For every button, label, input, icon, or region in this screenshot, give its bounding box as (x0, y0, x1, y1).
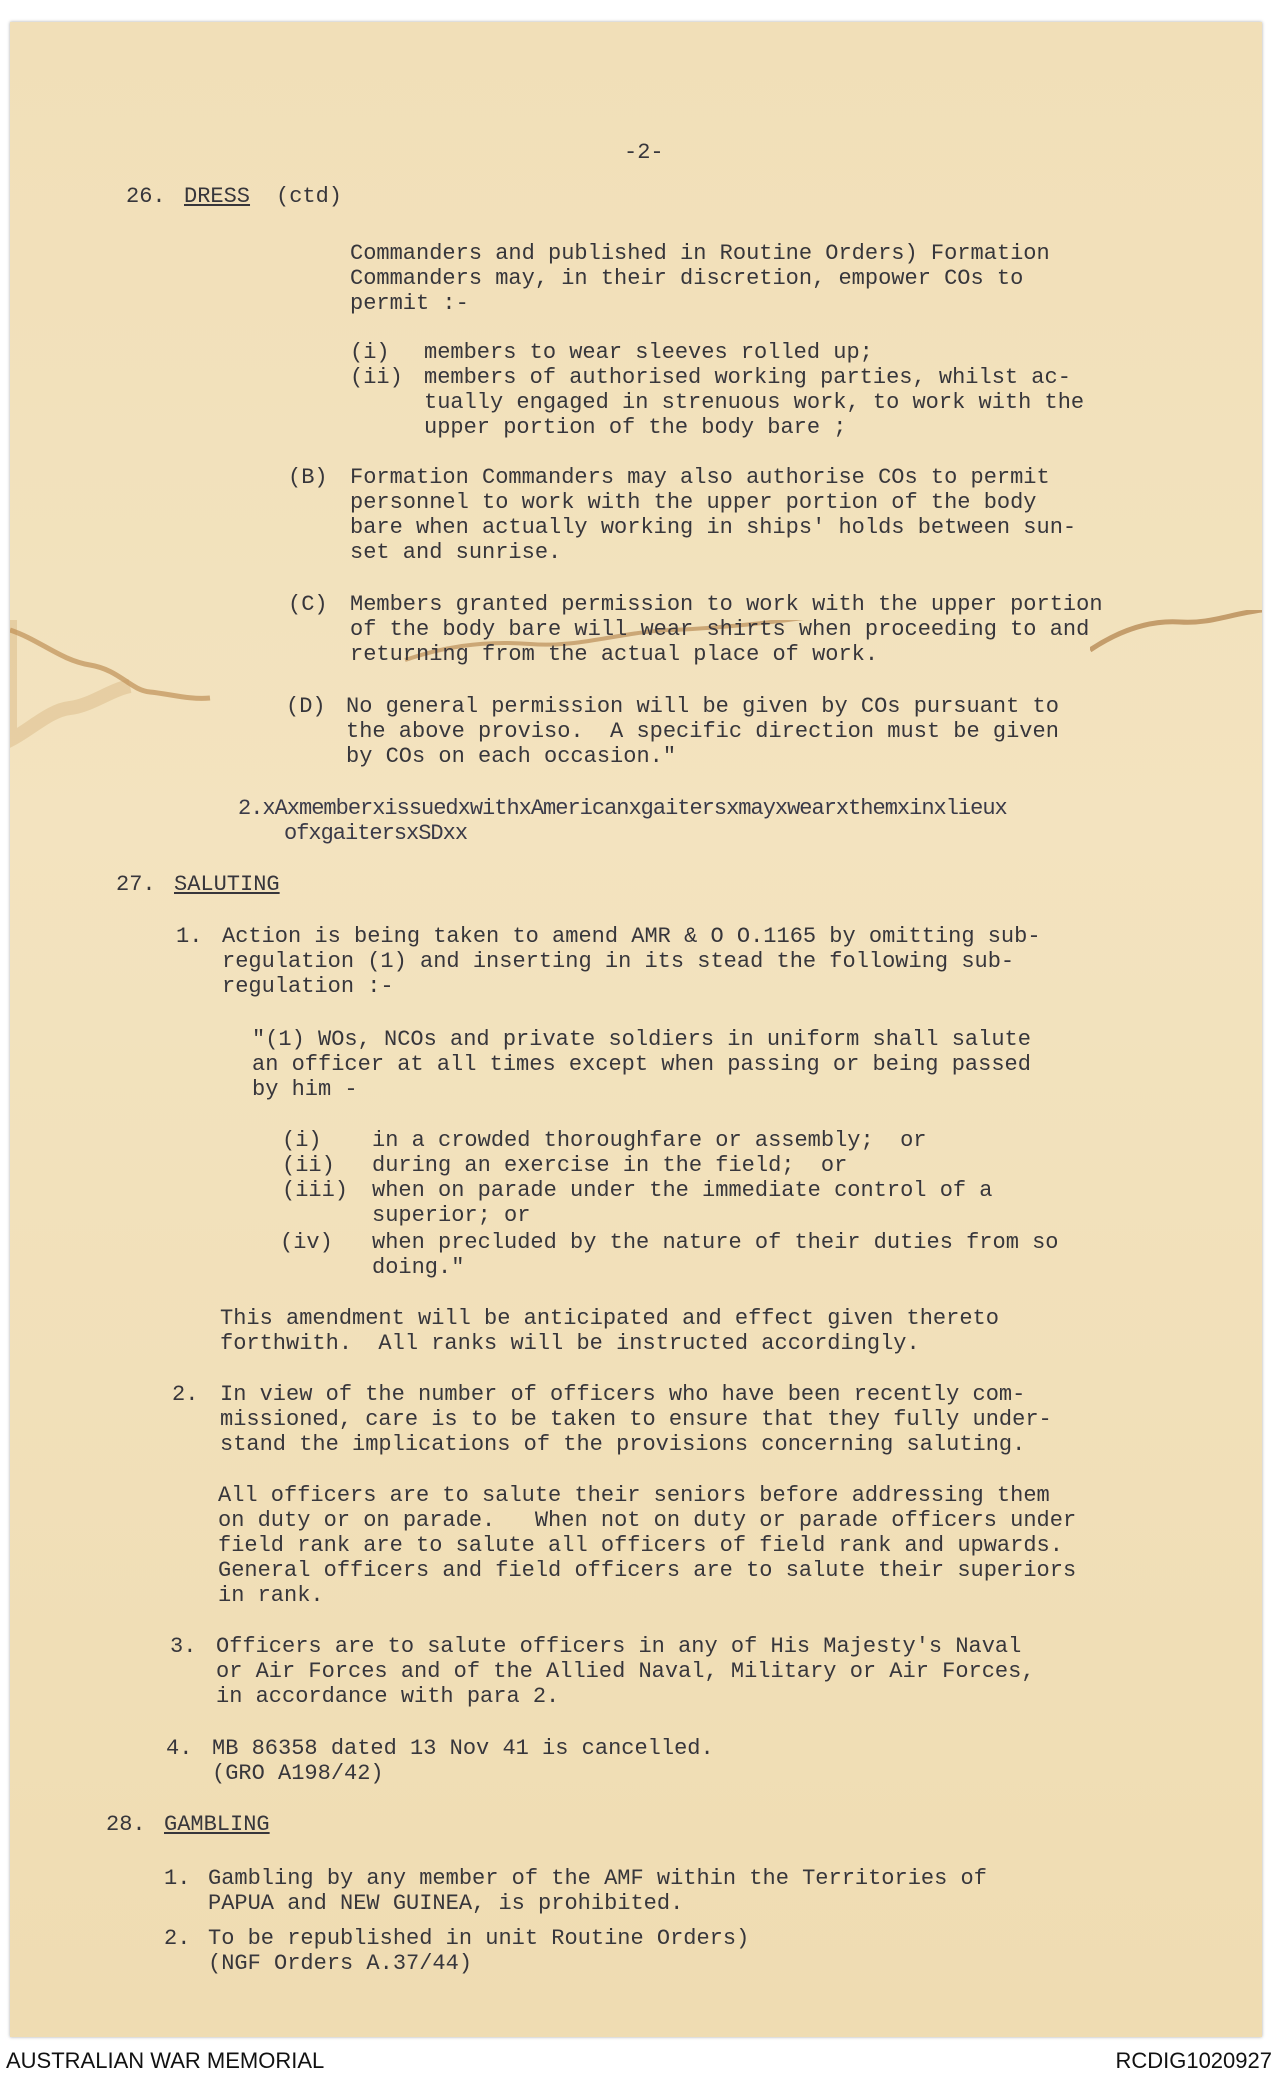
burn-edge-right (1090, 610, 1262, 690)
sec27-title: SALUTING (174, 872, 280, 897)
sec26-para-text: returning from the actual place of work. (350, 642, 879, 667)
sec26-para-text: bare when actually working in ships' holds between sun- (350, 515, 1077, 540)
sec27-p3-text: Officers are to salute officers in any of His Majesty's Naval (216, 1634, 1022, 1659)
struck-through-line: ofxgaitersxSDxx (284, 821, 468, 846)
sec28-title: GAMBLING (164, 1812, 270, 1837)
sec27-number: 27. (116, 872, 156, 897)
sec26-para-text: set and sunrise. (350, 540, 562, 565)
sec28-p1-text: PAPUA and NEW GUINEA, is prohibited. (208, 1891, 684, 1916)
sec27-p2-number: 2. (172, 1382, 199, 1407)
sec27-p2-text: stand the implications of the provisions concerning saluting. (220, 1432, 1026, 1457)
struck-through-line: 2.xAxmemberxissuedxwithxAmericanxgaitersxmayxwearxthemxinxlieux (238, 796, 1007, 821)
sec26-number: 26. (126, 184, 166, 209)
sec27-item-text: superior; or (372, 1203, 531, 1228)
sec26-para-number: (C) (288, 592, 328, 617)
footer-id: RCDIG1020927 (1115, 2048, 1272, 2073)
sec27-p2b-text: on duty or on parade. When not on duty or parade officers under (218, 1508, 1077, 1533)
sec27-p3-text: in accordance with para 2. (216, 1684, 560, 1709)
sec26-item-number: (i) (350, 340, 390, 365)
sec27-p4-text: MB 86358 dated 13 Nov 41 is cancelled. (212, 1736, 714, 1761)
sec26-item-text: upper portion of the body bare ; (424, 415, 847, 440)
page-number: -2- (624, 140, 664, 165)
sec27-quote: by him - (252, 1077, 358, 1102)
sec26-para-text: personnel to work with the upper portion of the body (350, 490, 1037, 515)
sec26-item-text: tually engaged in strenuous work, to work with the (424, 390, 1085, 415)
sec26-para-number: (B) (288, 465, 328, 490)
sec26-para-text: Members granted permission to work with the upper portion (350, 592, 1103, 617)
sec26-para-text: Formation Commanders may also authorise COs to permit (350, 465, 1050, 490)
sec27-item-number: (ii) (282, 1153, 335, 1178)
sec26-para-text: No general permission will be given by COs pursuant to (346, 694, 1059, 719)
sec27-p1-end: forthwith. All ranks will be instructed accordingly. (220, 1331, 920, 1356)
sec27-p2b-text: General officers and field officers are to salute their superiors (218, 1558, 1077, 1583)
sec27-item-number: (iii) (282, 1178, 349, 1203)
sec28-p1-text: Gambling by any member of the AMF within the Territories of (208, 1866, 987, 1891)
sec26-para-text: the above proviso. A specific direction must be given (346, 719, 1059, 744)
sec26-para-text: of the body bare will wear shirts when proceeding to and (350, 617, 1090, 642)
sec27-p4-number: 4. (166, 1736, 193, 1761)
sec26-para-number: (D) (286, 694, 326, 719)
sec27-item-number: (i) (282, 1128, 322, 1153)
sec26-suffix: (ctd) (276, 184, 343, 209)
sec27-item-text: during an exercise in the field; or (372, 1153, 848, 1178)
sec26-intro-line: permit :- (350, 291, 469, 316)
sec27-p2-text: In view of the number of officers who have been recently com- (220, 1382, 1026, 1407)
footer-source: AUSTRALIAN WAR MEMORIAL (6, 2048, 325, 2073)
sec27-p1-end: This amendment will be anticipated and effect given thereto (220, 1306, 999, 1331)
sec27-p1-text: Action is being taken to amend AMR & O O.1165 by omitting sub- (222, 924, 1041, 949)
sec27-p1-number: 1. (176, 924, 203, 949)
sec27-quote: an officer at all times except when passing or being passed (252, 1052, 1031, 1077)
sec28-p2-text: (NGF Orders A.37/44) (208, 1951, 473, 1976)
sec28-p2-number: 2. (164, 1926, 191, 1951)
sec26-para-text: by COs on each occasion." (346, 744, 677, 769)
sec27-p2b-text: in rank. (218, 1583, 324, 1608)
sec27-p2-text: missioned, care is to be taken to ensure that they fully under- (220, 1407, 1052, 1432)
sec27-p1-text: regulation :- (222, 974, 394, 999)
sec27-quote: "(1) WOs, NCOs and private soldiers in uniform shall salute (252, 1027, 1031, 1052)
sec27-p1-text: regulation (1) and inserting in its stead the following sub- (222, 949, 1015, 974)
sec27-p3-text: or Air Forces and of the Allied Naval, Military or Air Forces, (216, 1659, 1035, 1684)
sec27-p2b-text: All officers are to salute their seniors before addressing them (218, 1483, 1050, 1508)
sec27-item-number: (iv) (280, 1230, 333, 1255)
sec27-p2b-text: field rank are to salute all officers of field rank and upwards. (218, 1533, 1063, 1558)
sec28-number: 28. (106, 1812, 146, 1837)
sec26-intro-line: Commanders and published in Routine Orders) Formation (350, 241, 1050, 266)
sec26-intro-line: Commanders may, in their discretion, empower COs to (350, 266, 1024, 291)
sec28-p2-text: To be republished in unit Routine Orders) (208, 1926, 750, 1951)
sec27-p4-text: (GRO A198/42) (212, 1761, 384, 1786)
sec28-p1-number: 1. (164, 1866, 191, 1891)
sec27-item-text: in a crowded thoroughfare or assembly; or (372, 1128, 927, 1153)
sec27-item-text: doing." (372, 1255, 465, 1280)
sec27-item-text: when precluded by the nature of their duties from so (372, 1230, 1059, 1255)
sec26-title: DRESS (184, 184, 251, 209)
sec26-item-text: members of authorised working parties, whilst ac- (424, 365, 1071, 390)
sec27-item-text: when on parade under the immediate control of a (372, 1178, 993, 1203)
sec26-item-number: (ii) (350, 365, 403, 390)
sec26-item-text: members to wear sleeves rolled up; (424, 340, 873, 365)
sec27-p3-number: 3. (170, 1634, 197, 1659)
